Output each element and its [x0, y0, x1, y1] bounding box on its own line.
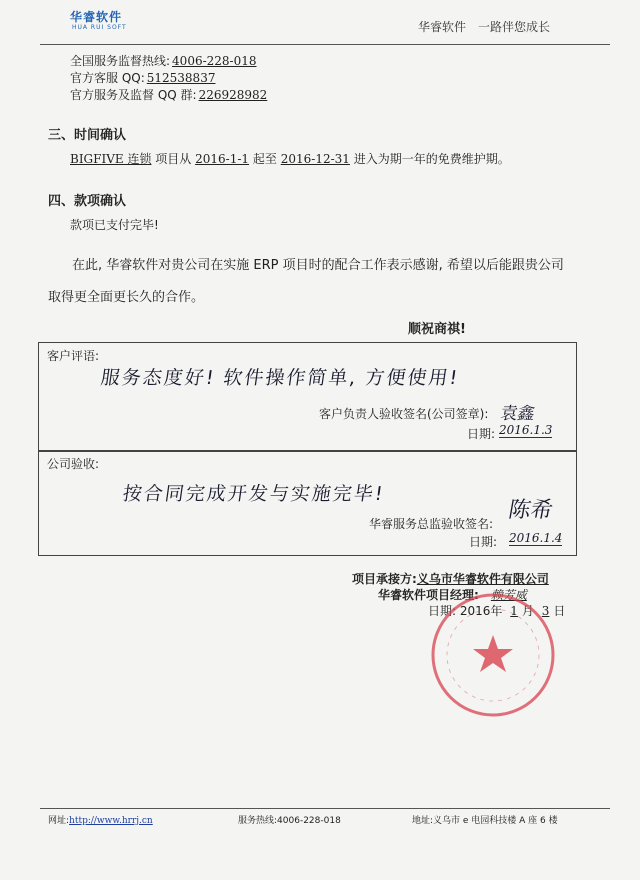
contact-qq	[70, 69, 215, 86]
slogan-company: 华睿软件	[418, 20, 467, 34]
contact-label: 官方服务及监督 QQ 群:	[70, 88, 197, 102]
contact-hotline	[70, 52, 257, 69]
footer-divider	[40, 808, 610, 809]
customer-comment: 服务态度好! 软件操作简单, 方便使用!	[99, 367, 461, 389]
company-acceptance-box	[38, 450, 577, 556]
company-date-label: 日期:	[469, 535, 498, 549]
project-name: BIGFIVE 连锁	[70, 152, 152, 166]
end-date: 2016-12-31	[280, 152, 350, 166]
website-label: 网址:	[48, 816, 70, 826]
date-month: 1	[510, 604, 518, 618]
customer-sign-label: 客户负责人验收签名(公司签章):	[319, 407, 489, 421]
text-from: 项目从	[155, 152, 192, 166]
logo-text-cn: 华睿软件	[70, 10, 123, 24]
customer-date-label: 日期:	[467, 427, 496, 441]
contractor-line	[352, 570, 549, 587]
contact-qq-group	[70, 86, 267, 103]
company-seal-stamp	[428, 590, 558, 720]
contractor-label: 项目承接方:	[352, 572, 417, 586]
date-day: 3	[541, 604, 550, 618]
section-payment-title: 四、款项确认	[48, 194, 127, 209]
section-time-title: 三、时间确认	[48, 128, 127, 143]
customer-review-label: 客户评语:	[47, 349, 100, 363]
footer-website	[48, 813, 153, 826]
contact-value: 512538837	[146, 71, 216, 85]
customer-signature: 袁鑫	[498, 404, 537, 424]
footer-hotline	[238, 813, 341, 826]
date-year: 2016	[459, 604, 491, 618]
start-date: 2016-1-1	[195, 152, 250, 166]
contact-value: 4006-228-018	[172, 54, 257, 68]
year-unit: 年	[490, 604, 503, 618]
company-signature: 陈希	[506, 498, 555, 523]
company-comment: 按合同完成开发与实施完毕!	[121, 483, 386, 505]
contact-label: 官方客服 QQ:	[70, 71, 145, 85]
address-value: 义乌市 e 电园科技楼 A 座 6 楼	[433, 816, 558, 826]
website-link[interactable]: http://www.hrrj.cn	[69, 816, 153, 826]
address-label: 地址:	[412, 816, 434, 826]
logo-text-en: HUA RUI SOFT	[72, 24, 127, 31]
company-sign-label: 华睿服务总监验收签名:	[369, 517, 494, 531]
customer-review-box	[38, 342, 577, 452]
contractor-name: 义乌市华睿软件有限公司	[416, 572, 549, 586]
company-logo	[70, 8, 130, 38]
contact-label: 全国服务监督热线:	[70, 54, 171, 68]
month-unit: 月	[521, 604, 534, 618]
page-header	[0, 0, 640, 44]
day-unit: 日	[553, 604, 566, 618]
company-acceptance-label: 公司验收:	[47, 457, 100, 471]
header-divider	[40, 44, 610, 45]
hotline-label: 服务热线:	[238, 816, 278, 826]
manager-label: 华睿软件项目经理:	[378, 588, 479, 602]
slogan-tagline: 一路伴您成长	[478, 20, 551, 34]
header-slogan	[418, 18, 550, 35]
payment-text: 款项已支付完毕!	[70, 218, 159, 232]
manager-signature: 赖芳威	[490, 588, 527, 602]
contact-value: 226928982	[198, 88, 268, 102]
section-time-line	[70, 150, 510, 167]
contractor-date-label: 日期:	[428, 604, 457, 618]
hotline-value: 4006-228-018	[277, 816, 341, 826]
text-tail: 进入为期一年的免费维护期。	[353, 152, 510, 166]
footer-address	[412, 813, 558, 826]
company-date: 2016.1.4	[509, 531, 563, 545]
closing-greeting: 顺祝商祺!	[408, 322, 466, 337]
thanks-paragraph: 在此, 华睿软件对贵公司在实施 ERP 项目时的配合工作表示感谢, 希望以后能跟贵公司取得更全面更长久的合作。	[48, 258, 564, 305]
customer-date: 2016.1.3	[499, 423, 553, 437]
text-to: 起至	[252, 152, 277, 166]
